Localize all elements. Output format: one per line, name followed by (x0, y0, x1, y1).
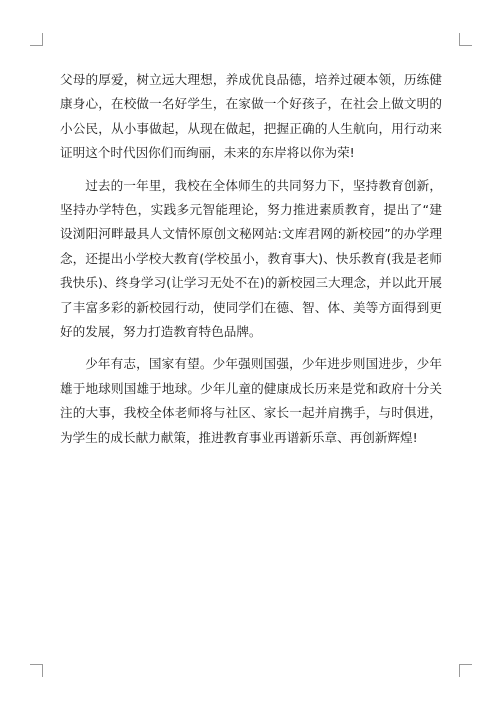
crop-mark-bottom-right (459, 664, 472, 677)
crop-mark-top-left (30, 33, 43, 46)
paragraph-youth-aspiration: 少年有志，国家有望。少年强则国强，少年进步则国进步，少年雄于地球则国雄于地球。少年儿童的健康成长历来是党和政府十分关注的大事，我校全体老师将与社区、家长一起并肩携手，与时俱进，为学生的成长献力献策，推进教育事业再谱新乐章、再创新辉煌! (60, 356, 442, 445)
document-body (60, 68, 442, 458)
paragraph-continuation: 父母的厚爱，树立远大理想，养成优良品德，培养过硬本领，历练健康身心，在校做一名好学生，在家做一个好孩子，在社会上做文明的小公民，从小事做起，从现在做起，把握正确的人生航向，用行动来证明这个时代因你们而绚丽，未来的东岸将以你为荣! (60, 72, 442, 161)
crop-mark-top-right (459, 33, 472, 46)
paragraph-school-year-review: 过去的一年里，我校在全体师生的共同努力下，坚持教育创新，坚持办学特色，实践多元智能理论，努力推进素质教育，提出了“建设浏阳河畔最具人文情怀原创文秘网站:文库君网的新校园”的办学理念，还提出小学校大教育(学校虽小，教育事大)、快乐教育(我是老师我快乐)、终身学习(让学习无处不在)的新校园三大理念，并以此开展了丰富多彩的新校园行动，使同学们在德、智、体、美等方面得到更好的发展，努力打造教育特色品牌。 (60, 177, 442, 340)
crop-mark-bottom-left (30, 664, 43, 677)
